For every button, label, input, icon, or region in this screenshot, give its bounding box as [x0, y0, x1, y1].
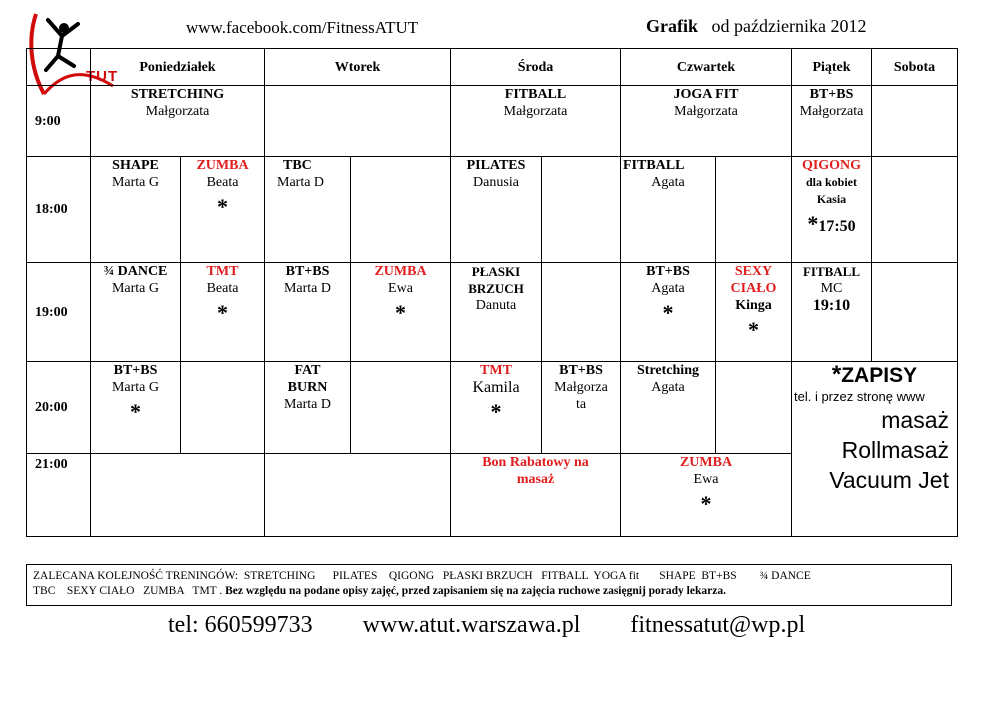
service-item: Vacuum Jet — [829, 467, 949, 493]
class-cell: FITBALL MC 19:10 — [792, 263, 872, 362]
class-cell: QIGONG dla kobiet Kasia *17:50 — [792, 157, 872, 263]
phone-number[interactable]: tel: 660599733 — [168, 612, 313, 638]
website-link[interactable]: www.atut.warszawa.pl — [362, 612, 581, 638]
empty-cell — [351, 157, 451, 263]
class-cell: ZUMBA Ewa * — [621, 454, 792, 537]
empty-cell — [872, 263, 958, 362]
signup-star: * — [662, 300, 674, 325]
empty-cell — [872, 157, 958, 263]
signup-star: * — [217, 194, 228, 219]
logo-text: TUT — [86, 68, 119, 85]
day-header-saturday: Sobota — [872, 49, 958, 86]
day-header-wednesday: Środa — [451, 49, 621, 86]
class-cell: Stretching Agata — [621, 362, 716, 454]
day-header-friday: Piątek — [792, 49, 872, 86]
grafik-label: Grafik — [646, 16, 698, 36]
note-line-2: TBC SEXY CIAŁO ZUMBA TMT . Bez względu na podane opisy zajęć, przed zapisaniem się na zajęcia ruchowe zasięgnij porady lekarza. — [33, 585, 726, 597]
class-cell: ¾ DANCE Marta G — [91, 263, 181, 362]
class-cell: PŁASKI BRZUCH Danuta — [451, 263, 542, 362]
class-cell: SEXY CIAŁO Kinga * — [716, 263, 792, 362]
time-label: 19:00 — [27, 263, 91, 362]
empty-cell — [542, 157, 621, 263]
empty-cell — [872, 86, 958, 157]
class-cell: BT+BS Marta D — [265, 263, 351, 362]
schedule-title — [646, 16, 866, 37]
empty-cell — [716, 362, 792, 454]
signup-star: * — [130, 399, 141, 424]
service-item: Rollmasaż — [841, 437, 949, 463]
time-label: 20:00 — [27, 362, 91, 454]
empty-cell — [716, 157, 792, 263]
class-cell: TMT Beata * — [181, 263, 265, 362]
empty-cell — [91, 454, 265, 537]
class-cell: FITBALL Agata — [621, 157, 716, 263]
class-cell: JOGA FIT Małgorzata — [621, 86, 792, 157]
empty-cell — [265, 86, 451, 157]
schedule-table — [26, 48, 958, 537]
class-cell: ZUMBA Beata * — [181, 157, 265, 263]
time-label: 21:00 — [27, 454, 91, 537]
class-cell: STRETCHING Małgorzata — [91, 86, 265, 157]
facebook-url[interactable]: www.facebook.com/FitnessATUT — [186, 18, 419, 37]
empty-cell — [181, 362, 265, 454]
class-cell: PILATES Danusia — [451, 157, 542, 263]
class-cell: BT+BS Małgorzata — [792, 86, 872, 157]
empty-cell — [542, 263, 621, 362]
day-header-thursday: Czwartek — [621, 49, 792, 86]
empty-cell — [351, 362, 451, 454]
note-line-1: ZALECANA KOLEJNOŚĆ TRENINGÓW: STRETCHING PILATES QIGONG PŁASKI BRZUCH FITBALL YOGA fit SHAPE BT+BS ¾ DANCE — [33, 570, 811, 582]
class-cell: TMT Kamila * — [451, 362, 542, 454]
corner-cell — [27, 49, 91, 86]
empty-cell — [265, 454, 451, 537]
email-link[interactable]: fitnessatut@wp.pl — [630, 612, 806, 638]
recommendation-note — [26, 564, 952, 606]
signup-star: * — [395, 300, 406, 325]
class-cell: BT+BS Agata * — [621, 263, 716, 362]
signup-star: * — [748, 317, 759, 342]
zapisy-title: ZAPISY — [841, 364, 918, 387]
class-cell: TBC Marta D — [265, 157, 351, 263]
service-item: masaż — [881, 407, 949, 433]
discount-cell: Bon Rabatowy na masaż — [451, 454, 621, 537]
class-cell: SHAPE Marta G — [91, 157, 181, 263]
signup-star: * — [807, 211, 819, 236]
day-header-monday: Poniedziałek — [91, 49, 265, 86]
signup-star: * — [490, 399, 502, 424]
zapisy-tel: tel. i przez stronę www — [794, 389, 925, 404]
contact-footer — [168, 612, 805, 639]
class-cell: BT+BS Małgorza ta — [542, 362, 621, 454]
class-cell: BT+BS Marta G * — [91, 362, 181, 454]
time-label: 9:00 — [27, 86, 91, 157]
grafik-date: od października 2012 — [711, 16, 867, 36]
class-cell: FAT BURN Marta D — [265, 362, 351, 454]
time-label: 18:00 — [27, 157, 91, 263]
class-cell: ZUMBA Ewa * — [351, 263, 451, 362]
signup-star: * — [217, 300, 228, 325]
signup-star: * — [700, 491, 712, 516]
zapisy-box: *ZAPISY tel. i przez stronę www masaż Rollmasaż Vacuum Jet — [792, 362, 958, 537]
day-header-tuesday: Wtorek — [265, 49, 451, 86]
class-cell: FITBALL Małgorzata — [451, 86, 621, 157]
